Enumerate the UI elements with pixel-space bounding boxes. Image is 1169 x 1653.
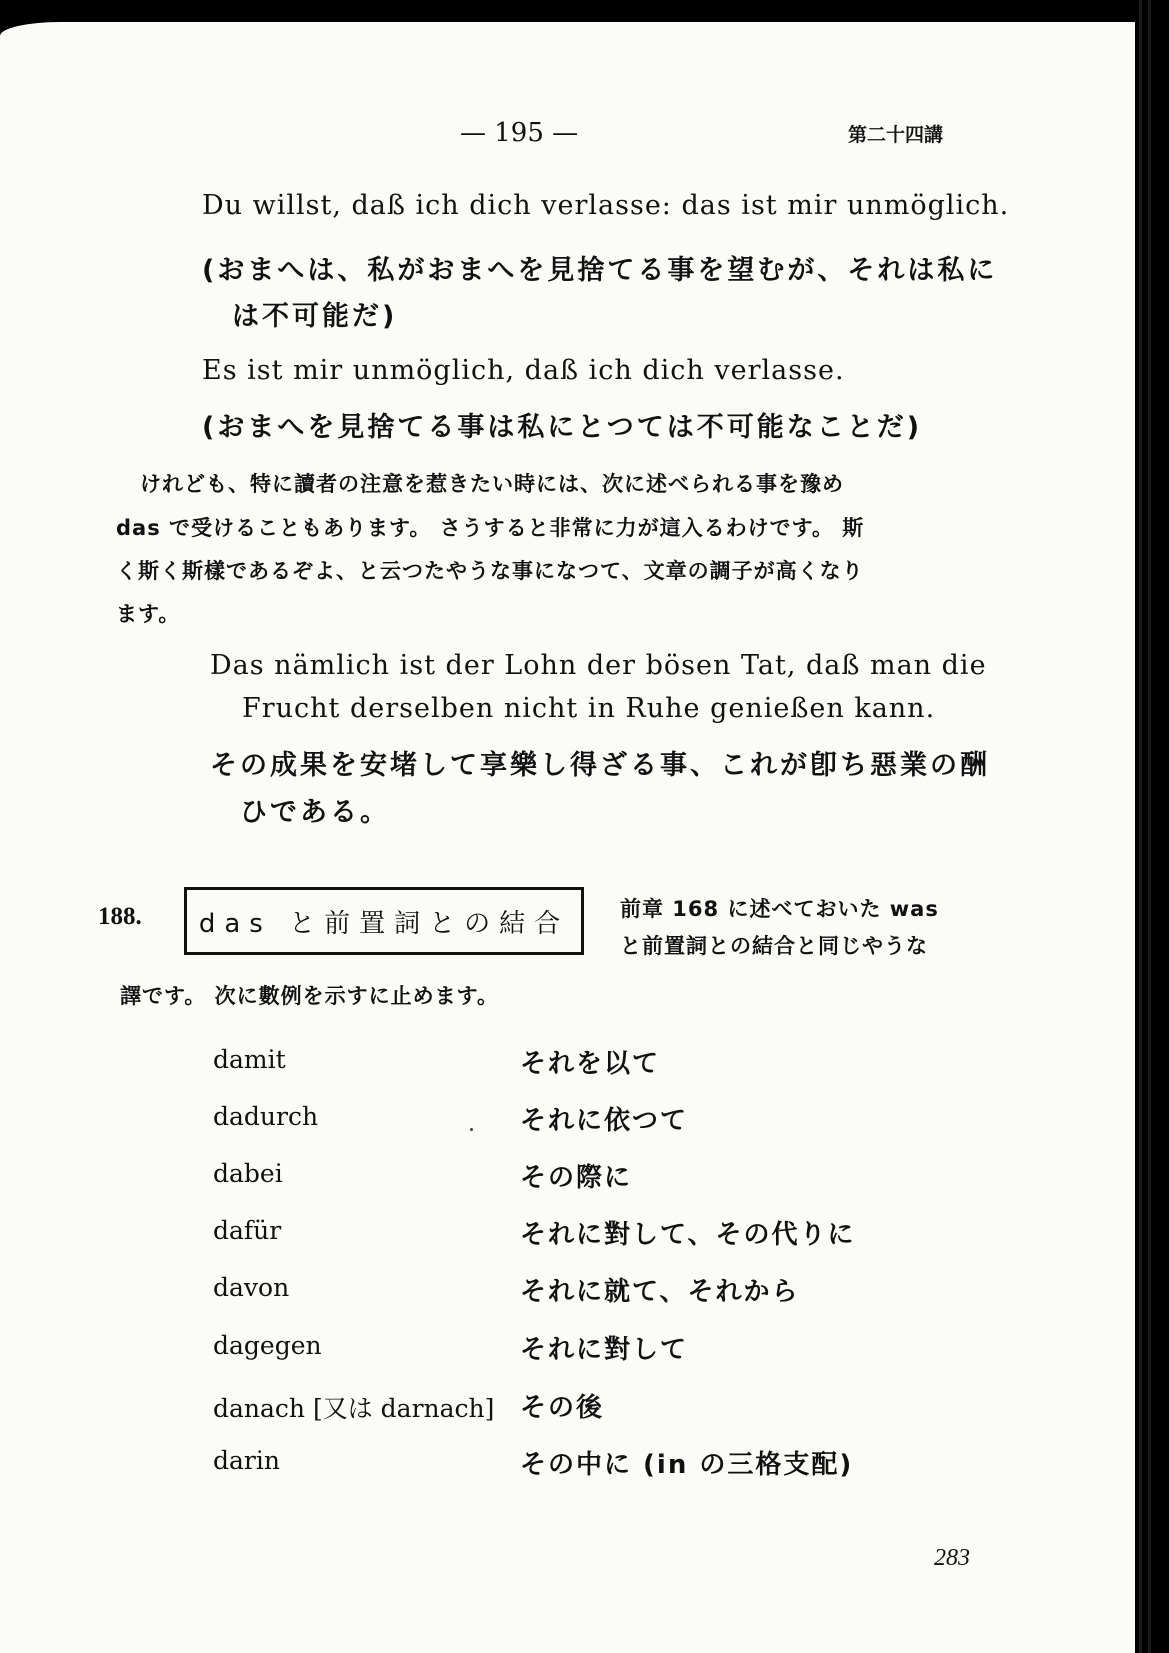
section-title-box [184, 887, 584, 955]
chapter-title: 第二十四講 [848, 124, 944, 146]
paragraph-line3: く斯く斯樣であるぞよ、と云つたやうな事になつて、文章の調子が高くなり [116, 559, 864, 583]
page-edge-line [1139, 0, 1142, 1653]
page-edge-line [1148, 0, 1151, 1653]
vocab-meaning: それを以て [520, 1049, 661, 1079]
ink-speck [470, 1128, 473, 1131]
paragraph-line1: けれども、特に讀者の注意を惹きたい時には、次に述べられる事を豫め [140, 472, 844, 496]
example3-german-line2: Frucht derselben nicht in Ruhe genießen kann. [242, 693, 936, 724]
vocab-term: damit [213, 1045, 286, 1074]
paragraph-line2: das で受けることもあります。 さうすると非常に力が這入るわけです。 斯 [116, 516, 865, 540]
vocab-meaning: それに依つて [520, 1106, 689, 1136]
page-marker: — 195 — [460, 118, 579, 148]
example2-german: Es ist mir unmöglich, daß ich dich verlasse. [202, 355, 845, 386]
vocab-meaning: その中に (in の三格支配) [520, 1450, 854, 1480]
vocab-term: dadurch [213, 1102, 319, 1131]
example1-german: Du willst, daß ich dich verlasse: das ist mir unmöglich. [202, 190, 1010, 221]
example2-japanese: (おまへを見捨てる事は私にとつては不可能なことだ) [202, 412, 923, 443]
vocab-term: davon [213, 1273, 290, 1302]
page-number: 283 [934, 1545, 970, 1571]
vocab-meaning: それに對して、その代りに [520, 1220, 856, 1250]
section-number: 188. [98, 903, 142, 930]
section-title: das と前置詞との結合 [198, 908, 570, 939]
vocab-meaning: それに就て、それから [520, 1277, 800, 1307]
example3-japanese-line1: その成果を安堵して享樂し得ざる事、これが卽ち惡業の酬 [210, 750, 990, 781]
vocab-meaning: その際に [520, 1163, 633, 1193]
section-intro-line2: と前置詞との結合と同じやうな [620, 934, 928, 958]
vocab-term: dabei [213, 1159, 283, 1188]
vocab-term: darin [213, 1446, 280, 1475]
example1-japanese-line1: (おまへは、私がおまへを見捨てる事を望むが、それは私に [202, 255, 998, 286]
vocab-meaning: それに對して [520, 1335, 689, 1365]
example1-japanese-line2: は不可能だ) [232, 301, 398, 332]
section-intro-line3: 譯です。 次に數例を示すに止めます。 [120, 984, 499, 1008]
vocab-term: danach [又は darnach] [213, 1394, 495, 1423]
vocab-term: dafür [213, 1216, 282, 1245]
vocab-term: dagegen [213, 1331, 322, 1360]
vocab-meaning: その後 [520, 1393, 605, 1423]
paragraph-line4: ます。 [116, 602, 181, 626]
section-intro-line1: 前章 168 に述べておいた was [620, 897, 939, 921]
example3-japanese-line2: ひである。 [240, 797, 390, 828]
example3-german-line1: Das nämlich ist der Lohn der bösen Tat, daß man die [210, 650, 987, 681]
